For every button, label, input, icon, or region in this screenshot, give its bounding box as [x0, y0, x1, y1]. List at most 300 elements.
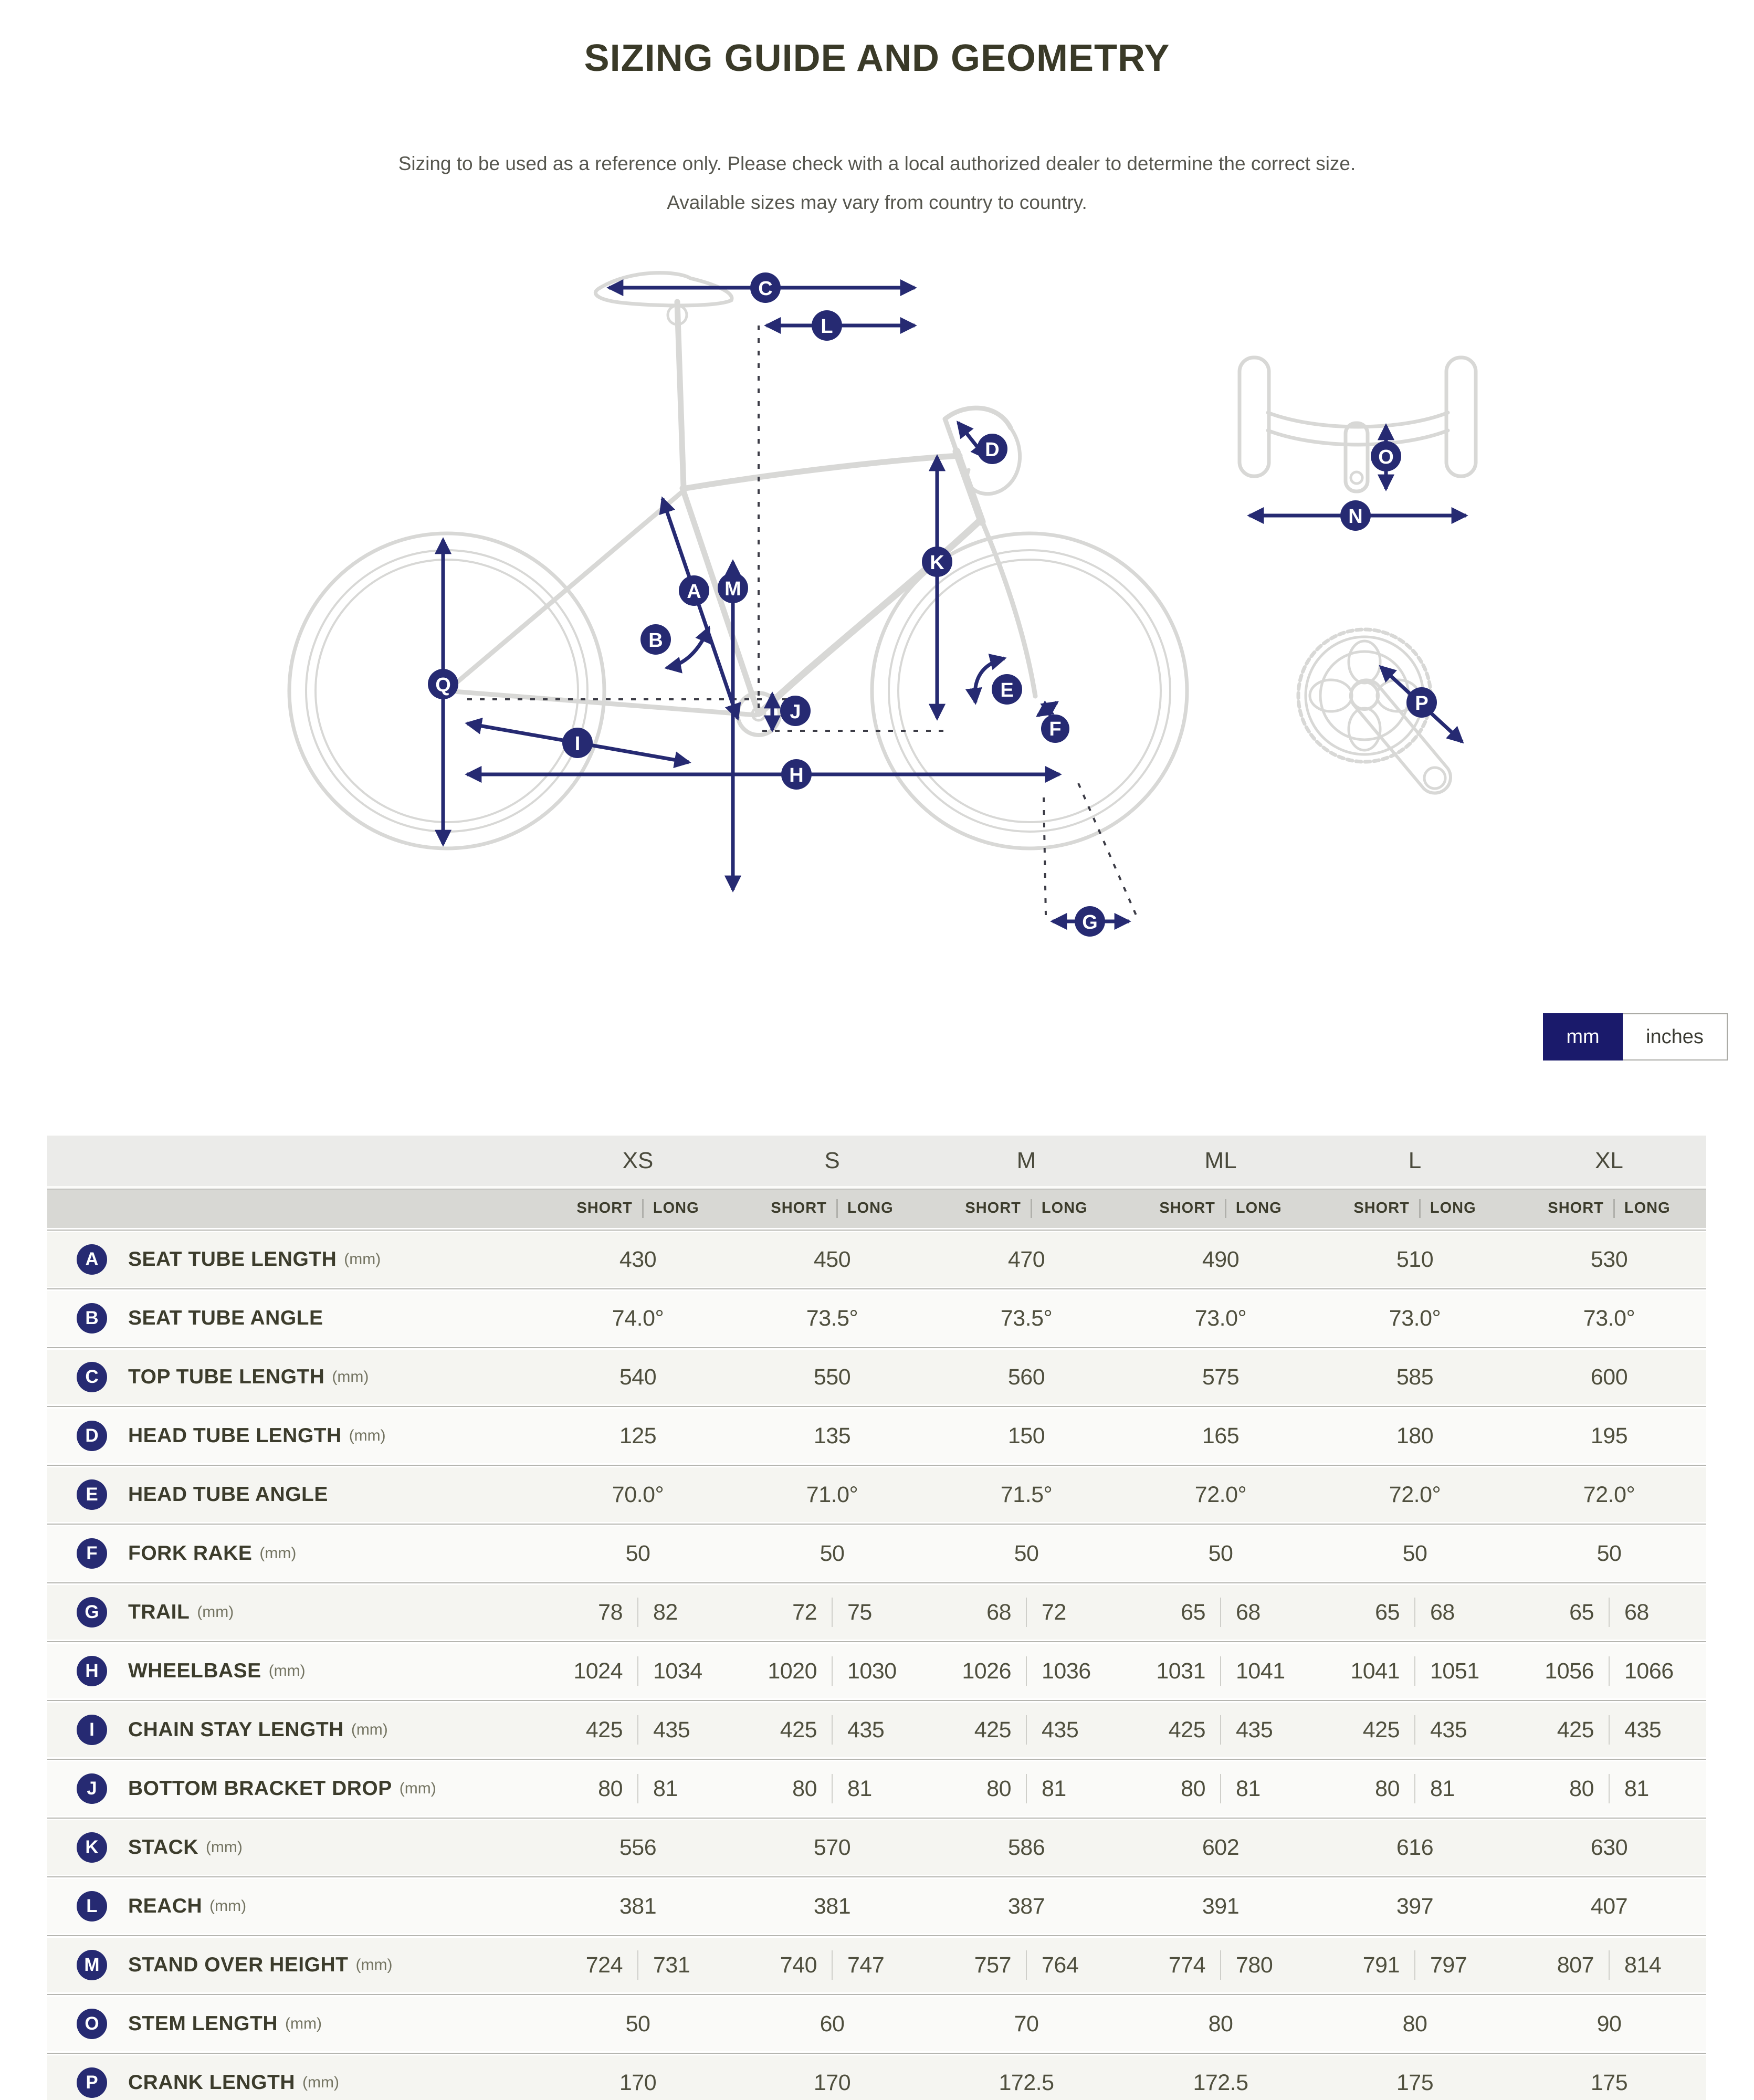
value-long: 435 — [1430, 1717, 1467, 1742]
value-single: 397 — [1396, 1893, 1434, 1919]
value-single: 71.0° — [806, 1482, 858, 1507]
geometry-value-cell — [929, 1291, 1123, 1346]
variant-short-label: SHORT — [1548, 1200, 1604, 1216]
size-column-header: S — [824, 1148, 840, 1173]
geometry-value-cell — [1123, 1232, 1318, 1287]
size-header-spacer — [47, 1136, 541, 1186]
size-column-header: M — [1016, 1148, 1036, 1173]
value-long: 435 — [847, 1717, 885, 1742]
value-single: 72.0° — [1194, 1482, 1247, 1507]
geometry-value-cell — [735, 1761, 929, 1816]
geometry-value-cell — [541, 1350, 735, 1404]
row-letter-badge: P — [77, 2067, 107, 2098]
value-single: 510 — [1396, 1246, 1434, 1272]
svg-text:J: J — [790, 701, 801, 723]
value-long: 1034 — [653, 1658, 702, 1684]
geometry-value-cell — [1318, 1703, 1512, 1757]
value-long: 81 — [1430, 1776, 1455, 1801]
svg-text:H: H — [789, 764, 804, 786]
geometry-value-cell — [1123, 1879, 1318, 1934]
value-single: 616 — [1396, 1834, 1434, 1860]
variant-header-cell — [541, 1189, 735, 1228]
row-label: REACH — [128, 1895, 203, 1917]
diagram-badge-m — [718, 573, 748, 603]
fork — [982, 522, 1035, 696]
value-long: 81 — [847, 1776, 872, 1801]
value-single: 50 — [1014, 1540, 1039, 1566]
geometry-value-cell — [1123, 1350, 1318, 1404]
geometry-value-cell — [1512, 1232, 1706, 1287]
diagram-badge-g — [1075, 906, 1105, 937]
value-long: 81 — [1624, 1776, 1649, 1801]
table-row-top-tube-length — [47, 1350, 1706, 1404]
geometry-value-cell — [735, 1350, 929, 1404]
row-letter-badge: L — [77, 1891, 107, 1922]
bike-diagram-svg — [262, 247, 1522, 950]
value-single: 387 — [1007, 1893, 1045, 1919]
row-label-cell — [47, 2055, 541, 2100]
value-single: 407 — [1590, 1893, 1628, 1919]
geometry-value-cell — [1512, 1585, 1706, 1640]
table-row-seat-tube-angle — [47, 1291, 1706, 1346]
geometry-value-cell — [735, 1938, 929, 1992]
geometry-value-cell — [735, 1820, 929, 1875]
diagram-badge-c — [750, 272, 781, 303]
size-column-header: ML — [1204, 1148, 1237, 1173]
geometry-value-cell — [1123, 1291, 1318, 1346]
row-letter-badge: H — [77, 1656, 107, 1686]
geometry-value-cell — [929, 1879, 1123, 1934]
diagram-badge-q — [428, 669, 458, 699]
value-short: 80 — [598, 1776, 623, 1801]
geometry-value-cell — [541, 1644, 735, 1698]
value-single: 172.5 — [1193, 2070, 1248, 2095]
geometry-value-cell — [1512, 1526, 1706, 1581]
value-single: 560 — [1007, 1364, 1045, 1390]
value-single: 50 — [820, 1540, 845, 1566]
geometry-value-cell — [541, 1232, 735, 1287]
table-row-seat-tube-length — [47, 1232, 1706, 1287]
geometry-value-cell — [735, 1526, 929, 1581]
variant-divider — [1419, 1199, 1421, 1218]
geometry-value-cell — [929, 2055, 1123, 2100]
row-unit: (mm) — [205, 1839, 243, 1856]
value-single: 381 — [813, 1893, 851, 1919]
geometry-value-cell — [735, 1703, 929, 1757]
geometry-value-cell — [1512, 1350, 1706, 1404]
svg-text:M: M — [724, 578, 741, 600]
row-label-cell — [47, 1526, 541, 1581]
svg-text:C: C — [758, 278, 773, 300]
value-long: 1066 — [1624, 1658, 1674, 1684]
row-label-cell — [47, 1232, 541, 1287]
arrow-fork-rake — [1038, 702, 1057, 716]
svg-text:K: K — [930, 552, 944, 574]
variant-divider — [642, 1199, 644, 1218]
variant-header-cell — [1512, 1189, 1706, 1228]
variant-long-label: LONG — [1430, 1200, 1476, 1216]
value-short: 425 — [1362, 1717, 1400, 1742]
geometry-value-cell — [541, 1703, 735, 1757]
handlebar-right-drop — [1446, 358, 1476, 476]
top-tube — [686, 456, 960, 488]
geometry-value-cell — [541, 1761, 735, 1816]
value-single: 450 — [813, 1246, 851, 1272]
geometry-value-cell — [735, 1291, 929, 1346]
variant-short-label: SHORT — [1353, 1200, 1410, 1216]
row-label-cell — [47, 1820, 541, 1875]
bike-geometry-diagram — [262, 247, 1522, 950]
geometry-value-cell — [1512, 1820, 1706, 1875]
row-label-cell — [47, 1938, 541, 1992]
row-label: FORK RAKE — [128, 1542, 253, 1564]
value-long: 72 — [1042, 1599, 1066, 1625]
geometry-table — [47, 1136, 1706, 2100]
geometry-value-cell — [541, 1291, 735, 1346]
front-wheel — [872, 533, 1187, 848]
value-single: 585 — [1396, 1364, 1434, 1390]
diagram-badge-i — [562, 728, 593, 758]
value-single: 72.0° — [1583, 1482, 1635, 1507]
value-short: 68 — [986, 1599, 1011, 1625]
diagram-badge-o — [1371, 441, 1401, 471]
geometry-value-cell — [929, 1938, 1123, 1992]
stem-clamp — [1346, 423, 1368, 491]
value-short: 65 — [1375, 1599, 1400, 1625]
value-single: 586 — [1007, 1834, 1045, 1860]
row-unit: (mm) — [355, 1956, 393, 1973]
value-short: 80 — [1181, 1776, 1205, 1801]
geometry-value-cell — [929, 1997, 1123, 2051]
diagram-badge-d — [977, 434, 1007, 464]
value-single: 430 — [619, 1246, 657, 1272]
table-row-chain-stay-length — [47, 1703, 1706, 1757]
variant-header-cell — [929, 1189, 1123, 1228]
unit-inches-button[interactable]: inches — [1623, 1013, 1728, 1060]
geometry-value-cell — [1512, 1761, 1706, 1816]
row-letter-badge: M — [77, 1950, 107, 1980]
value-single: 70 — [1014, 2011, 1039, 2036]
variant-divider — [1031, 1199, 1032, 1218]
value-long: 68 — [1624, 1599, 1649, 1625]
value-single: 600 — [1590, 1364, 1628, 1390]
table-size-header-row — [47, 1136, 1706, 1186]
value-short: 774 — [1168, 1952, 1205, 1978]
geometry-value-cell — [929, 1703, 1123, 1757]
geometry-value-cell — [541, 1585, 735, 1640]
value-single: 630 — [1590, 1834, 1628, 1860]
value-long: 764 — [1042, 1952, 1079, 1978]
row-unit: (mm) — [259, 1545, 297, 1562]
geometry-value-cell — [929, 1526, 1123, 1581]
row-label-cell — [47, 1997, 541, 2051]
value-single: 490 — [1202, 1246, 1240, 1272]
value-single: 381 — [619, 1893, 657, 1919]
svg-text:G: G — [1082, 911, 1098, 933]
variant-long-label: LONG — [653, 1200, 699, 1216]
diagram-badge-a — [679, 575, 709, 606]
geometry-value-cell — [541, 1409, 735, 1463]
geometry-value-cell — [929, 1350, 1123, 1404]
value-long: 435 — [1042, 1717, 1079, 1742]
row-label-cell — [47, 1703, 541, 1757]
value-short: 1026 — [962, 1658, 1011, 1684]
value-short: 80 — [986, 1776, 1011, 1801]
value-single: 175 — [1590, 2070, 1628, 2095]
svg-text:O: O — [1378, 446, 1394, 468]
diagram-badge-p — [1406, 687, 1437, 718]
svg-text:F: F — [1049, 718, 1062, 740]
value-single: 73.5° — [806, 1305, 858, 1331]
geometry-value-cell — [1512, 1703, 1706, 1757]
row-unit: (mm) — [285, 2015, 322, 2032]
row-letter-badge: C — [77, 1362, 107, 1392]
geometry-value-cell — [1123, 2055, 1318, 2100]
value-single: 556 — [619, 1834, 657, 1860]
value-short: 425 — [585, 1717, 623, 1742]
value-short: 1041 — [1350, 1658, 1400, 1684]
value-short: 425 — [974, 1717, 1011, 1742]
svg-text:B: B — [648, 629, 663, 652]
value-single: 74.0° — [612, 1305, 664, 1331]
svg-text:Q: Q — [435, 674, 451, 696]
svg-text:P: P — [1415, 692, 1429, 715]
value-single: 602 — [1202, 1834, 1240, 1860]
value-single: 73.0° — [1389, 1305, 1441, 1331]
row-label: TOP TUBE LENGTH — [128, 1366, 325, 1388]
page-subtitle — [0, 144, 1754, 222]
table-body — [47, 1232, 1706, 2100]
value-single: 72.0° — [1389, 1482, 1441, 1507]
dimension-arrows — [443, 288, 1466, 921]
geometry-value-cell — [1318, 2055, 1512, 2100]
row-letter-badge: D — [77, 1421, 107, 1451]
variant-header-spacer — [47, 1189, 541, 1228]
geometry-value-cell — [929, 1820, 1123, 1875]
geometry-value-cell — [1318, 1879, 1512, 1934]
geometry-value-cell — [1512, 1997, 1706, 2051]
row-label: SEAT TUBE ANGLE — [128, 1307, 323, 1329]
value-long: 81 — [653, 1776, 678, 1801]
variant-long-label: LONG — [1624, 1200, 1671, 1216]
geometry-value-cell — [1318, 1350, 1512, 1404]
value-long: 1051 — [1430, 1658, 1479, 1684]
row-unit: (mm) — [399, 1780, 436, 1797]
size-column-header: L — [1408, 1148, 1422, 1173]
value-single: 165 — [1202, 1423, 1240, 1448]
geometry-value-cell — [929, 1409, 1123, 1463]
value-short: 80 — [1569, 1776, 1594, 1801]
geometry-value-cell — [1318, 1526, 1512, 1581]
geometry-value-cell — [541, 1879, 735, 1934]
value-short: 1031 — [1156, 1658, 1205, 1684]
value-short: 724 — [585, 1952, 623, 1978]
row-label: BOTTOM BRACKET DROP — [128, 1777, 392, 1800]
row-label: STACK — [128, 1836, 198, 1858]
value-short: 425 — [780, 1717, 817, 1742]
table-row-head-tube-angle — [47, 1467, 1706, 1522]
geometry-value-cell — [735, 1585, 929, 1640]
variant-long-label: LONG — [1235, 1200, 1282, 1216]
diagram-badge-e — [992, 674, 1022, 705]
svg-text:I: I — [574, 733, 581, 755]
row-unit: (mm) — [209, 1897, 247, 1915]
value-single: 170 — [619, 2070, 657, 2095]
row-label-cell — [47, 1350, 541, 1404]
value-single: 170 — [813, 2070, 851, 2095]
unit-toggle — [1543, 1013, 1728, 1060]
variant-short-label: SHORT — [1159, 1200, 1215, 1216]
table-row-wheelbase — [47, 1644, 1706, 1698]
row-unit: (mm) — [197, 1603, 234, 1621]
geometry-value-cell — [1123, 1761, 1318, 1816]
variant-header-cell — [1123, 1189, 1318, 1228]
value-single: 172.5 — [999, 2070, 1054, 2095]
svg-text:D: D — [985, 439, 1000, 461]
value-short: 807 — [1557, 1952, 1594, 1978]
value-single: 80 — [1402, 2011, 1427, 2036]
row-label-cell — [47, 1644, 541, 1698]
value-long: 1041 — [1236, 1658, 1285, 1684]
table-row-bottom-bracket-drop — [47, 1761, 1706, 1816]
value-short: 1024 — [573, 1658, 623, 1684]
geometry-value-cell — [1318, 1761, 1512, 1816]
geometry-value-cell — [735, 2055, 929, 2100]
value-single: 135 — [813, 1423, 851, 1448]
row-label-cell — [47, 1585, 541, 1640]
page-title: SIZING GUIDE AND GEOMETRY — [584, 37, 1170, 79]
value-long: 75 — [847, 1599, 872, 1625]
value-single: 50 — [1597, 1540, 1622, 1566]
variant-header-cell — [735, 1189, 929, 1228]
row-label: WHEELBASE — [128, 1660, 261, 1682]
geometry-value-cell — [541, 1820, 735, 1875]
row-label: CRANK LENGTH — [128, 2071, 295, 2094]
value-single: 550 — [813, 1364, 851, 1390]
unit-mm-button[interactable]: mm — [1543, 1013, 1623, 1060]
value-single: 73.0° — [1583, 1305, 1635, 1331]
value-short: 65 — [1181, 1599, 1205, 1625]
geometry-value-cell — [1318, 1585, 1512, 1640]
geometry-value-cell — [1318, 1997, 1512, 2051]
row-letter-badge: J — [77, 1773, 107, 1804]
geometry-value-cell — [735, 1409, 929, 1463]
value-single: 540 — [619, 1364, 657, 1390]
geometry-value-cell — [1512, 2055, 1706, 2100]
seat-stay — [447, 492, 681, 691]
value-long: 1036 — [1042, 1658, 1091, 1684]
value-single: 73.5° — [1000, 1305, 1053, 1331]
value-short: 740 — [780, 1952, 817, 1978]
variant-short-label: SHORT — [965, 1200, 1021, 1216]
geometry-value-cell — [1318, 1291, 1512, 1346]
table-row-reach — [47, 1879, 1706, 1934]
variant-long-label: LONG — [1041, 1200, 1088, 1216]
size-column-header: XL — [1595, 1148, 1623, 1173]
geometry-value-cell — [735, 1997, 929, 2051]
table-row-stand-over-height — [47, 1938, 1706, 1992]
value-single: 570 — [813, 1834, 851, 1860]
geometry-value-cell — [929, 1232, 1123, 1287]
geometry-value-cell — [1512, 1644, 1706, 1698]
geometry-value-cell — [929, 1761, 1123, 1816]
table-variant-header-row — [47, 1186, 1706, 1228]
geometry-value-cell — [1318, 1232, 1512, 1287]
size-column-header: XS — [622, 1148, 654, 1173]
geometry-value-cell — [929, 1467, 1123, 1522]
value-short: 78 — [598, 1599, 623, 1625]
value-long: 435 — [1236, 1717, 1273, 1742]
table-row-crank-length — [47, 2055, 1706, 2100]
geometry-value-cell — [1512, 1409, 1706, 1463]
down-tube — [760, 521, 980, 713]
trail-vertical-dashed-line — [1044, 797, 1046, 915]
subtitle-line-2: Available sizes may vary from country to country. — [667, 192, 1087, 213]
row-letter-badge: E — [77, 1479, 107, 1510]
geometry-value-cell — [1123, 1409, 1318, 1463]
variant-short-label: SHORT — [771, 1200, 827, 1216]
svg-text:A: A — [687, 581, 701, 603]
row-unit: (mm) — [268, 1662, 306, 1679]
variant-divider — [1225, 1199, 1226, 1218]
value-short: 65 — [1569, 1599, 1594, 1625]
table-row-head-tube-length — [47, 1409, 1706, 1463]
table-row-fork-rake — [47, 1526, 1706, 1581]
variant-divider — [1613, 1199, 1615, 1218]
geometry-value-cell — [929, 1585, 1123, 1640]
value-single: 90 — [1597, 2011, 1622, 2036]
row-letter-badge: K — [77, 1832, 107, 1863]
value-long: 1030 — [847, 1658, 897, 1684]
value-long: 435 — [653, 1717, 690, 1742]
geometry-value-cell — [1512, 1467, 1706, 1522]
geometry-value-cell — [1123, 1467, 1318, 1522]
geometry-value-cell — [1512, 1291, 1706, 1346]
value-long: 68 — [1430, 1599, 1455, 1625]
value-long: 81 — [1042, 1776, 1066, 1801]
row-label: HEAD TUBE ANGLE — [128, 1483, 328, 1506]
variant-long-label: LONG — [847, 1200, 894, 1216]
value-long: 435 — [1624, 1717, 1662, 1742]
value-single: 180 — [1396, 1423, 1434, 1448]
variant-divider — [836, 1199, 838, 1218]
table-row-trail — [47, 1585, 1706, 1640]
row-unit: (mm) — [344, 1251, 381, 1268]
diagram-badge-b — [640, 624, 671, 655]
value-short: 1056 — [1545, 1658, 1594, 1684]
geometry-value-cell — [1318, 1938, 1512, 1992]
value-short: 425 — [1168, 1717, 1205, 1742]
value-single: 470 — [1007, 1246, 1045, 1272]
bike-outline — [289, 273, 1476, 848]
variant-header-cell — [1318, 1189, 1512, 1228]
diagram-badge-j — [780, 696, 811, 726]
row-label-cell — [47, 1879, 541, 1934]
value-short: 791 — [1362, 1952, 1400, 1978]
geometry-value-cell — [929, 1644, 1123, 1698]
geometry-value-cell — [541, 1997, 735, 2051]
seat-post — [677, 302, 684, 487]
row-label: HEAD TUBE LENGTH — [128, 1424, 342, 1447]
value-long: 814 — [1624, 1952, 1662, 1978]
subtitle-line-1: Sizing to be used as a reference only. Please check with a local authorized dealer to determine the correct size. — [398, 153, 1356, 174]
geometry-value-cell — [1318, 1467, 1512, 1522]
row-label: TRAIL — [128, 1601, 190, 1623]
row-label-cell — [47, 1291, 541, 1346]
geometry-value-cell — [1123, 1644, 1318, 1698]
geometry-value-cell — [1318, 1409, 1512, 1463]
geometry-value-cell — [1318, 1644, 1512, 1698]
